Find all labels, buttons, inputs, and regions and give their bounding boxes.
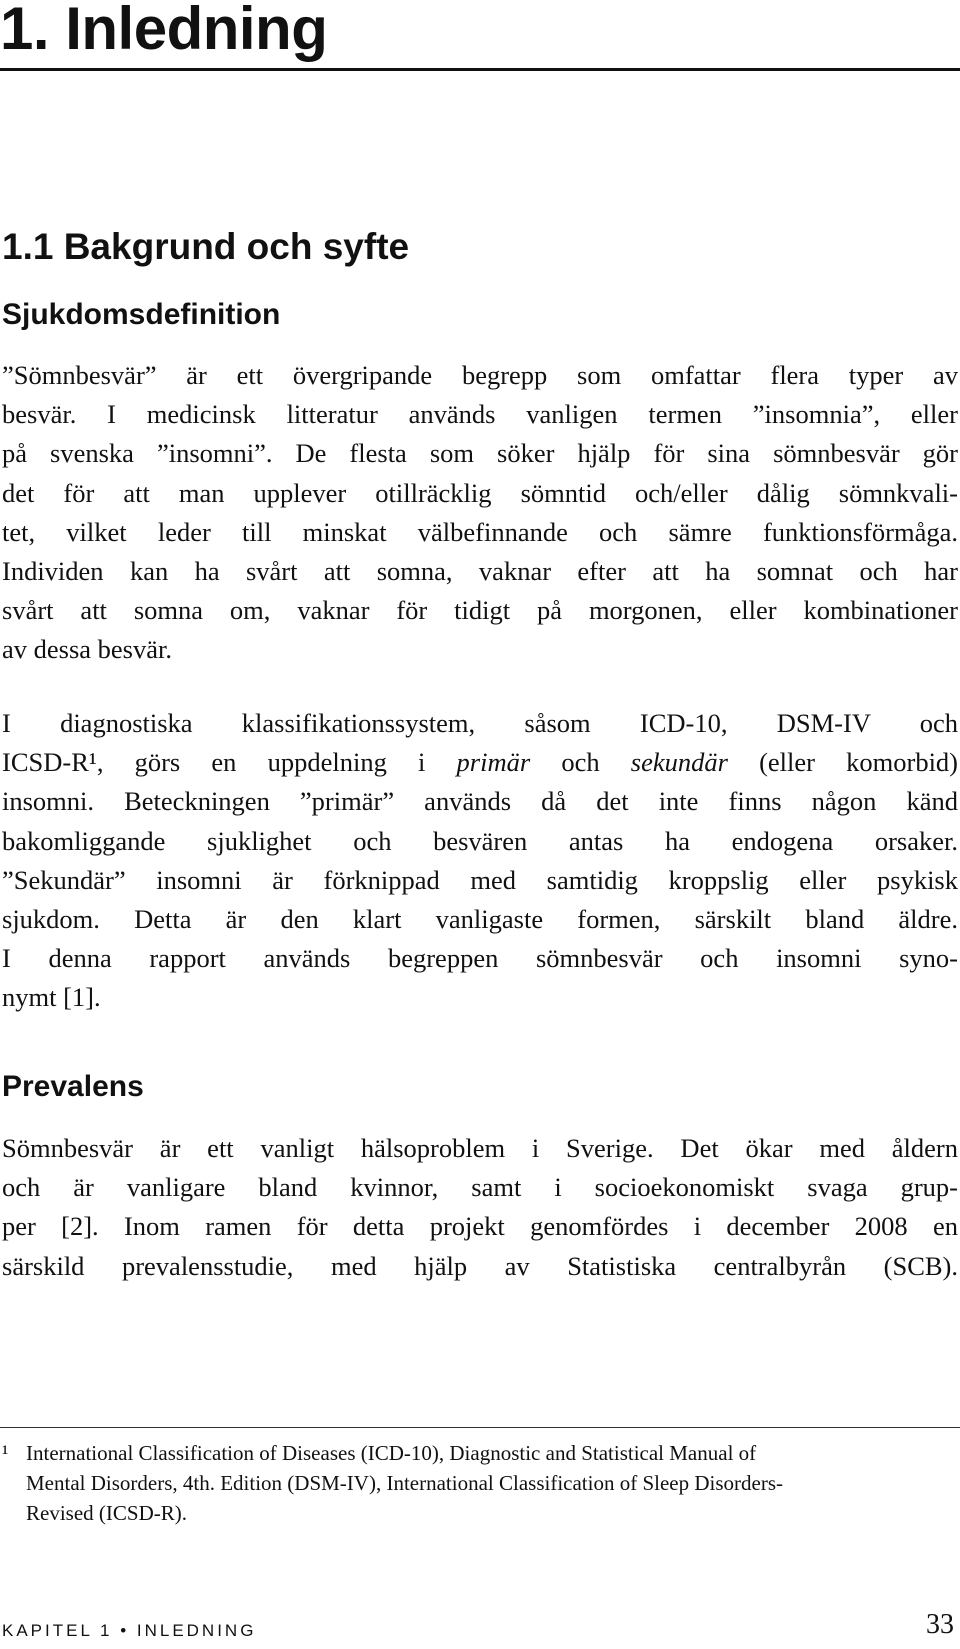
text-line: på svenska ”insomni”. De flesta som söker hjälp för sina sömnbesvär gör (2, 438, 958, 469)
text-line: särskild prevalensstudie, med hjälp av Statistiska centralbyrån (SCB). (2, 1250, 958, 1281)
text-fragment: (eller komorbid) (727, 747, 959, 778)
text-line: besvär. I medicinsk litteratur används vanligen termen ”insomnia”, eller (2, 399, 958, 430)
footnote-line: Mental Disorders, 4th. Edition (DSM-IV), International Classification of Sleep Disorders- (26, 1471, 784, 1495)
footnote-divider (0, 1427, 960, 1428)
paragraph-definition (2, 356, 958, 670)
running-footer: KAPITEL 1 • INLEDNING (2, 1621, 257, 1640)
text-fragment: och (530, 747, 631, 778)
subsection-title-prevalens: Prevalens (2, 1070, 144, 1103)
text-line: svårt att somna om, vaknar för tidigt på morgonen, eller kombinationer (2, 595, 958, 626)
text-line: bakomliggande sjuklighet och besvären antas ha endogena orsaker. (2, 825, 958, 856)
text-line: det för att man upplever otillräcklig sömntid och/eller dålig sömnkvali- (2, 477, 958, 508)
subsection-title-sjukdomsdefinition: Sjukdomsdefinition (2, 298, 281, 331)
emphasis-primar: primär (456, 747, 531, 778)
footnote-marker: ¹ (2, 1441, 9, 1465)
section-title: 1.1 Bakgrund och syfte (2, 226, 410, 267)
footnote (2, 1438, 958, 1528)
text-line: tet, vilket leder till minskat välbefinnande och sämre funktionsförmåga. (2, 516, 958, 547)
text-line: ”Sömnbesvär” är ett övergripande begrepp som omfattar flera typer av (2, 360, 958, 390)
text-line: per [2]. Inom ramen för detta projekt genomfördes i december 2008 en (2, 1211, 958, 1242)
footnote-text (26, 1438, 958, 1528)
text-fragment: ICSD-R¹, görs en uppdelning i (2, 747, 457, 778)
paragraph-classification (2, 704, 958, 1018)
text-line: nymt [1]. (2, 982, 101, 1013)
text-line: sjukdom. Detta är den klart vanligaste formen, särskilt bland äldre. (2, 904, 958, 935)
text-line: ”Sekundär” insomni är förknippad med samtidig kroppslig eller psykisk (2, 864, 958, 895)
chapter-title: 1. Inledning (0, 0, 328, 62)
text-line: I denna rapport används begreppen sömnbesvär och insomni syno- (2, 943, 958, 974)
text-line (2, 743, 958, 782)
footnote-line: Revised (ICSD-R). (26, 1501, 187, 1525)
paragraph-prevalence (2, 1129, 958, 1286)
footnote-line: International Classification of Diseases (ICD-10), Diagnostic and Statistical Manual of (26, 1441, 757, 1465)
page-number: 33 (926, 1609, 954, 1640)
text-line: av dessa besvär. (2, 634, 172, 665)
text-line: I diagnostiska klassifikationssystem, såsom ICD-10, DSM-IV och (2, 708, 958, 738)
text-line: och är vanligare bland kvinnor, samt i socioekonomiskt svaga grup- (2, 1172, 958, 1203)
text-line: insomni. Beteckningen ”primär” används då det inte finns någon känd (2, 786, 958, 817)
text-line: Sömnbesvär är ett vanligt hälsoproblem i Sverige. Det ökar med åldern (2, 1133, 958, 1163)
text-line: Individen kan ha svårt att somna, vaknar efter att ha somnat och har (2, 556, 958, 587)
chapter-divider (0, 68, 960, 71)
emphasis-sekundar: sekundär (630, 747, 728, 778)
